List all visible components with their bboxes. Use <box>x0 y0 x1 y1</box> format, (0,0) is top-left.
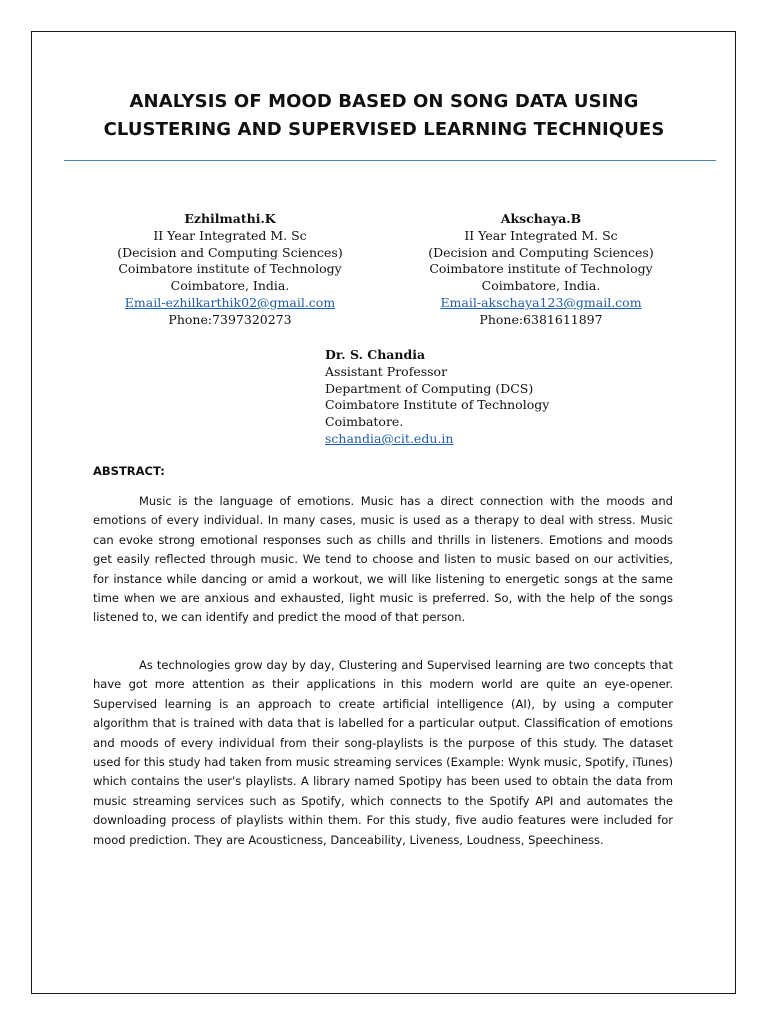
author-location: Coimbatore, India. <box>481 278 601 294</box>
author-email-link[interactable]: Email-ezhilkarthik02@gmail.com <box>124 294 336 310</box>
paper-title-line-2: CLUSTERING AND SUPERVISED LEARNING TECHNIQUES <box>103 119 665 140</box>
author-block-2 <box>391 211 691 329</box>
abstract-paragraph-2: As technologies grow day by day, Clustering and Supervised learning are two concepts that have got more attention as their applications in this modern world are quite an eye-opener. Supervised learning is an approach to create artificial intelligence (AI), by using a computer algorithm that is trained with data that is labelled for a particular output. Classification of emotions and moods of every individual from their song-playlists is the purpose of this study. The dataset used for this study had taken from music streaming services (Example: Wynk music, Spotify, iTunes) which contains the user's playlists. A library named Spotipy has been used to obtain the data from music streaming services such as Spotify, which connects to the Spotify API and automates the downloading process of playlists within them. For this study, five audio features were included for mood prediction. They are Acousticness, Danceability, Liveness, Loudness, Speechiness. <box>93 658 673 847</box>
author-institute: Coimbatore institute of Technology <box>429 261 653 277</box>
supervisor-department: Department of Computing (DCS) <box>325 380 534 396</box>
supervisor-name: Dr. S. Chandia <box>325 347 426 362</box>
author-location: Coimbatore, India. <box>170 278 290 294</box>
supervisor-email-link[interactable]: schandia@cit.edu.in <box>325 430 454 446</box>
paper-title-line-1: ANALYSIS OF MOOD BASED ON SONG DATA USING <box>129 91 639 112</box>
author-course: II Year Integrated M. Sc <box>153 227 307 243</box>
author-department: (Decision and Computing Sciences) <box>117 244 343 260</box>
author-institute: Coimbatore institute of Technology <box>118 261 342 277</box>
title-divider <box>64 160 716 161</box>
author-email-link[interactable]: Email-akschaya123@gmail.com <box>440 294 642 310</box>
author-block-1 <box>80 211 380 329</box>
author-phone: Phone:6381611897 <box>479 311 603 327</box>
author-phone: Phone:7397320273 <box>168 311 292 327</box>
abstract-paragraph-1: Music is the language of emotions. Music has a direct connection with the moods and emotions of every individual. In many cases, music is used as a therapy to deal with stress. Music can evoke strong emotional responses such as chills and thrills in listeners. Emotions and moods get easily reflected through music. We tend to choose and listen to music based on our activities, for instance while dancing or amid a workout, we will like listening to energetic songs at the same time when we are anxious and exhausted, light music is preferred. So, with the help of the songs listened to, we can identify and predict the mood of that person. <box>93 494 673 625</box>
supervisor-location: Coimbatore. <box>325 414 404 430</box>
supervisor-role: Assistant Professor <box>325 363 448 379</box>
author-name: Ezhilmathi.K <box>184 211 276 226</box>
abstract-heading: ABSTRACT: <box>93 464 165 478</box>
author-department: (Decision and Computing Sciences) <box>428 244 654 260</box>
supervisor-block <box>325 347 645 448</box>
supervisor-institute: Coimbatore Institute of Technology <box>325 397 550 413</box>
author-name: Akschaya.B <box>500 211 582 226</box>
author-course: II Year Integrated M. Sc <box>464 227 618 243</box>
